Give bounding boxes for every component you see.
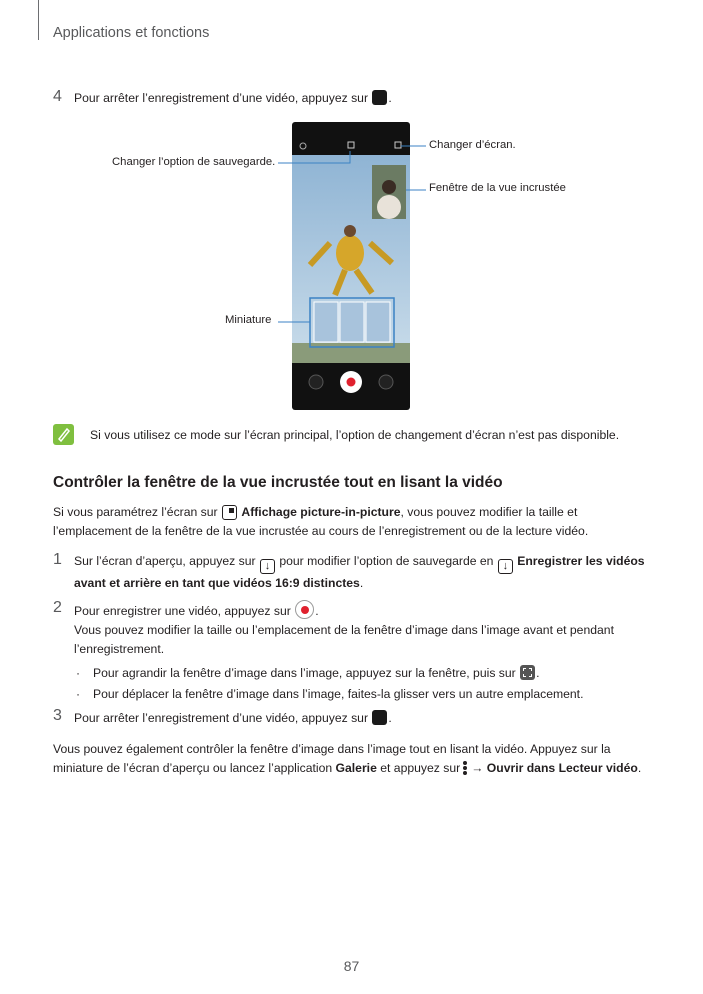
stop-icon [372,710,387,725]
page-number: 87 [343,958,360,974]
step-1-part-b: pour modifier l’option de sauvegarde en [279,554,494,568]
record-icon [295,600,314,619]
effects-icon [309,375,323,389]
subject-shape [336,235,364,271]
callout-pip: Fenêtre de la vue incrustée [429,182,566,194]
step-1-bold-2: avant et arrière en tant que vidéos 16:9 distinctes [74,576,360,590]
section-title: Contrôler la fenêtre de la vue incrustée tout en lisant la vidéo [53,474,503,491]
phone-figure [0,115,703,415]
step-1-number: 1 [53,551,62,568]
closing-bold-video-player: Ouvrir dans Lecteur vidéo [486,761,638,775]
closing-end: . [637,761,642,775]
section-intro [53,503,653,541]
step-1-end: . [359,576,364,590]
intro-line-2: l’emplacement de la fenêtre de la vue incrustée au cours de l’enregistrement ou de la lecture vidéo. [53,524,589,538]
callout-screen: Changer d’écran. [429,139,516,151]
header-rule [38,0,39,40]
step-3-text: Pour arrêter l’enregistrement d’une vidéo, appuyez sur . [74,711,392,725]
picture-in-picture-icon [222,505,237,520]
closing-part-b: et appuyez sur [380,761,461,775]
bullet-1: Pour agrandir la fenêtre d’image dans l’image, appuyez sur la fenêtre, puis sur . [93,666,540,680]
more-options-icon [463,760,468,776]
step-1-part-a: Sur l’écran d’aperçu, appuyez sur [74,554,256,568]
step-2-number: 2 [53,599,62,616]
step-4-label: Pour arrêter l’enregistrement d’une vidéo, appuyez sur [74,91,369,105]
step-2-line-2: Vous pouvez modifier la taille ou l’emplacement de la fenêtre d’image dans l’image avant et pendant [74,623,614,637]
closing-paragraph [53,740,673,778]
download-icon: ↓ [260,559,275,574]
bullet-2: Pour déplacer la fenêtre d’image dans l’image, faites-la glisser vers un autre emplacement. [93,687,584,701]
step-2-line-3: l’enregistrement. [74,642,165,656]
expand-icon [520,665,535,680]
step-4-number: 4 [53,88,62,105]
stop-icon [372,90,387,105]
page-header: Applications et fonctions [53,25,210,41]
save-separately-icon: ↓ [498,559,513,574]
step-2-text: Pour enregistrer une vidéo, appuyez sur . Vous pouvez modifier la taille ou l’emplacement de la fenêtre d’image dans l’image avant et pendant l’enregistrement. [74,600,664,659]
closing-line-1: Vous pouvez également contrôler la fenêtre d’image dans l’image tout en lisant la vidéo. Appuyez sur la [53,742,611,756]
callout-thumbnail: Miniature [225,314,272,326]
step-4-text: Pour arrêter l’enregistrement d’une vidéo, appuyez sur . [74,91,392,105]
step-2-part-a: Pour enregistrer une vidéo, appuyez sur [74,604,291,618]
closing-bold-gallery: Galerie [335,761,377,775]
step-1-text [74,552,664,593]
step-3-number: 3 [53,707,62,724]
closing-arrow: → [471,761,484,775]
step-1-bold: Enregistrer les vidéos [517,554,645,568]
closing-part-a: miniature de l’écran d’aperçu ou lancez l’application [53,761,333,775]
intro-part-a: Si vous paramétrez l’écran sur [53,505,218,519]
bullet-marker: · [76,666,81,680]
intro-bold: Affichage picture-in-picture [241,505,401,519]
note-text: Si vous utilisez ce mode sur l’écran principal, l’option de changement d’écran n’est pas disponible. [90,428,620,442]
bullet-1-text: Pour agrandir la fenêtre d’image dans l’image, appuyez sur la fenêtre, puis sur [93,666,516,680]
callout-save: Changer l’option de sauvegarde. [112,156,276,168]
flip-icon [379,375,393,389]
step-3-label: Pour arrêter l’enregistrement d’une vidéo, appuyez sur [74,711,369,725]
intro-part-b: , vous pouvez modifier la taille et [400,505,578,519]
bullet-marker: · [76,687,81,701]
note-icon [53,424,74,445]
